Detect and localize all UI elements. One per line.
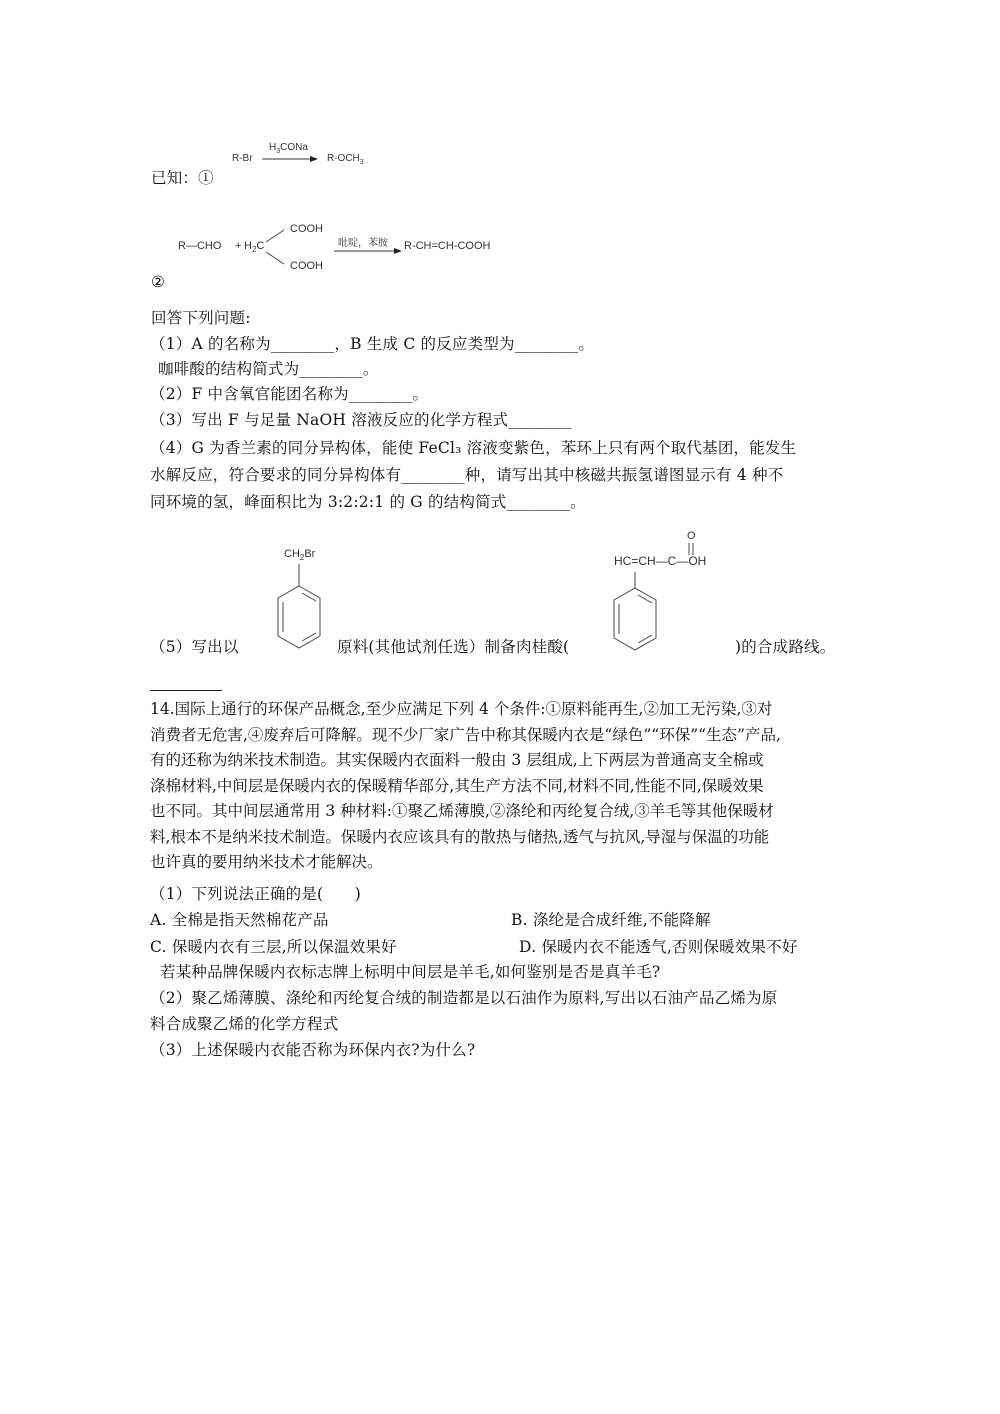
benzene-ring-icon [606, 560, 686, 670]
q14-option-c: C. 保暖内衣有三层,所以保温效果好 [150, 938, 397, 956]
q14-paragraph [150, 697, 850, 876]
reaction-arrow-icon [334, 247, 404, 255]
separator-rule [150, 690, 222, 691]
q14-line: 有的还称为纳米技术制造。其实保暖内衣面料一般由 3 层组成,上下两层为普通高支全棉或 [150, 751, 764, 769]
q14-2-line1: （2）聚乙烯薄膜、涤纶和丙纶复合绒的制造都是以石油作为原料,写出以石油产品乙烯为原 [150, 989, 778, 1007]
reaction-2-cooh-top: COOH [290, 223, 323, 235]
reaction-1-reagent: $H_3CONa$ [269, 142, 308, 155]
q14-line: 14.国际上通行的环保产品概念,至少应满足下列 4 个条件:①原料能再生,②加工无污染,③对 [150, 700, 773, 718]
ch2br-label: $CH_2Br$ [284, 548, 316, 563]
reaction-1-reactant: R-Br [232, 153, 253, 164]
reaction-2-reactant1: R—CHO [178, 240, 222, 252]
q14-line: 涤棉材料,中间层是保暖内衣的保暖精华部分,其生产方法不同,材料不同,性能不同,保暖效果 [150, 776, 764, 795]
q13-1-line1: （1）A 的名称为________，B 生成 C 的反应类型为________。 [150, 335, 595, 353]
reaction-1-product: $R-OCH_3$ [327, 153, 364, 166]
q14-option-a: A. 全棉是指天然棉花产品 [150, 911, 329, 929]
q13-3: （3）写出 F 与足量 NaOH 溶液反应的化学方程式________ [150, 411, 572, 429]
reaction-2-reactant2-center: $H_2C$ [244, 240, 265, 255]
reaction-2-product: R-CH=CH-COOH [404, 240, 491, 252]
q14-option-b: B. 涤纶是合成纤维,不能降解 [511, 911, 711, 929]
questions-intro: 回答下列问题: [151, 309, 251, 327]
reaction-2 [178, 220, 538, 270]
q14-line: 也不同。其中间层通常用 3 种材料:①聚乙烯薄膜,②涤纶和丙纶复合绒,③羊毛等其他保暖材 [150, 802, 774, 820]
q14-1-followup: 若某种品牌保暖内衣标志牌上标明中间层是羊毛,如何鉴别是否是真羊毛? [160, 963, 661, 981]
q14-1: （1）下列说法正确的是( ) [150, 885, 361, 903]
carbonyl-o-label: O [687, 530, 696, 542]
known-label: 已知：① [151, 169, 214, 187]
reaction-2-marker: ② [151, 273, 166, 291]
benzyl-bromide-structure [258, 548, 338, 668]
q14-2-line2: 料合成聚乙烯的化学方程式 [150, 1015, 339, 1033]
reaction-2-conditions: 吡啶，苯胺 [338, 238, 388, 249]
q13-4-line3: 同环境的氢，峰面积比为 3:2:2:1 的 G 的结构简式________。 [150, 493, 586, 511]
q13-2: （2）F 中含氧官能团名称为________。 [150, 385, 429, 403]
q13-4-line2: 水解反应，符合要求的同分异构体有________种，请写出其中核磁共振氢谱图显示有 4 种不 [150, 466, 784, 484]
malonic-bonds [262, 220, 292, 270]
reaction-1 [232, 142, 402, 166]
q13-5-middle: 原料(其他试剂任选）制备肉桂酸( [337, 638, 570, 656]
q13-4-line1: （4）G 为香兰素的同分异构体，能使 FeCl₃ 溶液变紫色，苯环上只有两个取代基团，能发生 [150, 439, 797, 457]
cinnamic-acid-structure [606, 530, 746, 660]
q14-line: 料,根本不是纳米技术制造。保暖内衣应该具有的散热与储热,透气与抗风,导湿与保温的功能 [150, 827, 770, 846]
benzene-ring-icon [258, 548, 338, 658]
q14-line: 消费者无危害,④废弃后可降解。现不少厂家广告中称其保暖内衣是“绿色”“环保”“生态”产品, [150, 725, 781, 744]
q14-line: 也许真的要用纳米技术才能解决。 [150, 853, 383, 871]
q13-1-line2: 咖啡酸的结构简式为________。 [158, 360, 379, 378]
reaction-2-plus: + [235, 240, 242, 252]
q14-3: （3）上述保暖内衣能否称为环保内衣?为什么? [150, 1041, 476, 1059]
reaction-2-cooh-bottom: COOH [290, 260, 323, 272]
q14-option-d: D. 保暖内衣不能透气,否则保暖效果不好 [519, 938, 798, 956]
q13-5-prefix: （5）写出以 [150, 638, 239, 656]
reaction-arrow-icon [262, 155, 322, 163]
cinnamic-chain-label: HC=CH—C—OH [614, 554, 707, 568]
q13-5-suffix: )的合成路线。 [735, 638, 836, 656]
